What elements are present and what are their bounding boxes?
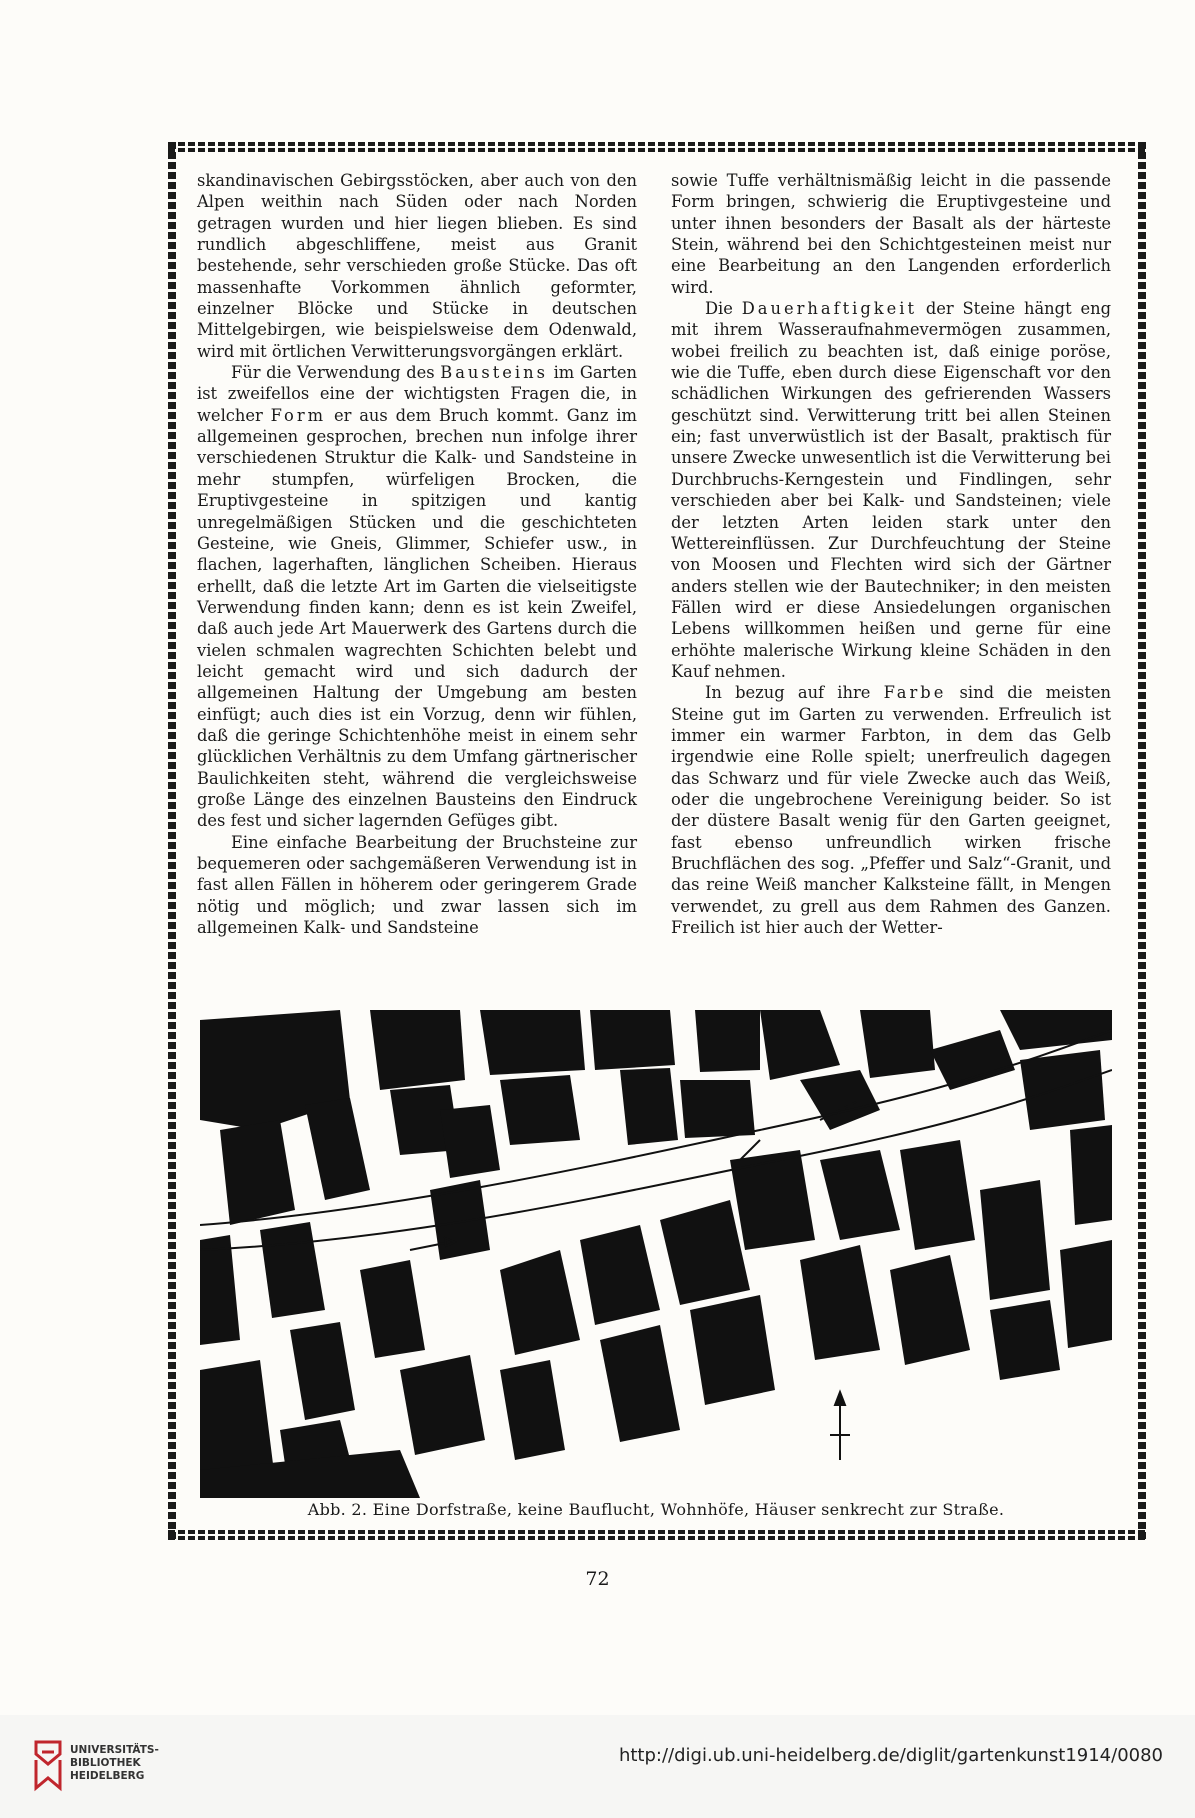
frame-border-bottom [168,1530,1146,1540]
left-text-column [197,170,637,938]
spaced-term-bausteins: Bausteins [440,363,548,383]
left-paragraph-1: skandinavischen Gebirgsstöcken, aber auch von den Alpen weithin nach Süden oder nach Norden getragen wurden und hier liegen blieben. Es sind rundlich abgeschliffene, meist aus Granit bestehende, sehr verschieden große Stücke. Das oft massenhafte Vorkommen ähnlich geformter, einzelner Blöcke und Stücke in deutschen Mittelgebirgen, wie beispielsweise dem Odenwald, wird mit örtlichen Verwitterungsvorgängen erklärt. [197,171,637,361]
left-paragraph-2: Für die Verwendung des Bausteins im Garten ist zweifellos eine der wichtigsten Fragen die, in welcher Form er aus dem Bruch kommt. Ganz im allgemeinen gesprochen, brechen nun infolge ihrer verschiedenen Struktur die Kalk- und Sandsteine in mehr stumpfen, würfeligen Brocken, die Eruptivgesteine in spitzigen und kantig unregelmäßigen Stücken und die geschichteten Gesteine, wie Gneis, Glimmer, Schiefer usw., in flachen, lagerhaften, länglichen Scheiben. Hieraus erhellt, daß die letzte Art im Garten die vielseitigste Verwendung finden kann; denn es ist kein Zweifel, daß auch jede Art Mauerwerk des Gartens durch die vielen schmalen wagrechten Schichten belebt und leicht gemacht wird und sich dadurch der allgemeinen Haltung der Umgebung am besten einfügt; auch dies ist ein Vorzug, denn wir fühlen, daß die geringe Schichtenhöhe meist in einem sehr glücklichen Verhältnis zu dem Umfang gärtnerischer Baulichkeiten steht, während die vergleichsweise große Länge des einzelnen Bausteins den Eindruck des fest und sicher lagernden Gefüges gibt. [197,363,638,831]
left-paragraph-3: Eine einfache Bearbeitung der Bruchsteine zur bequemeren oder sachgemäßeren Verwendung ist in fast allen Fällen in höherem oder geringerem Grade nötig und möglich; und zwar lassen sich im allgemeinen Kalk- und Sandsteine [197,832,637,938]
source-url-link[interactable]: http://digi.ub.uni-heidelberg.de/diglit/gartenkunst1914/0080 [618,1745,1163,1766]
site-plan-drawing [200,1010,1112,1498]
village-street-plan-figure [200,1010,1112,1498]
figure-caption: Abb. 2. Eine Dorfstraße, keine Bauflucht, Wohnhöfe, Häuser senkrecht zur Straße. [307,1500,1005,1519]
library-name [70,1744,159,1783]
right-paragraph-3: In bezug auf ihre Farbe sind die meisten Steine gut im Garten zu verwenden. Erfreulich ist immer ein warmer Farbton, in dem das Gelb irgendwie eine Rolle spielt; unerfreulich dagegen das Schwarz und für viele Zwecke auch das Weiß, oder die ungebrochene Vereinigung beider. So ist der düstere Basalt wenig für den Garten geeignet, fast ebenso unfreundlich wirken frische Bruchflächen des sog. „Pfeffer und Salz“-Granit, und das reine Weiß mancher Kalksteine fällt, in Mengen verwendet, zu grell aus dem Rahmen des Ganzen. Freilich ist hier auch der Wetter- [671,683,1112,938]
frame-border-right [1138,142,1146,1540]
spaced-term-farbe: Farbe [883,683,947,703]
spaced-term-dauerhaftigkeit: Dauerhaftigkeit [741,299,918,319]
right-paragraph-2: Die Dauerhaftigkeit der Steine hängt eng mit ihrem Wasseraufnahmevermögen zusammen, wobei freilich zu beachten ist, daß einige poröse, wie die Tuffe, eben durch diese Eigenschaft vor den schädlichen Wirkungen des gefrierenden Wassers geschützt sind. Verwitterung tritt bei allen Steinen ein; fast unverwüstlich ist der Basalt, praktisch für unsere Zwecke unwesentlich ist die Verwitterung bei Durchbruchs-Kerngestein und Findlingen, sehr verschieden aber bei Kalk- und Sandsteinen; viele der letzten Arten leiden stark unter den Wettereinflüssen. Zur Durchfeuchtung der Steine von Moosen und Flechten wird sich der Gärtner anders stellen wie der Bautechniker; in den meisten Fällen wird er diese Ansiedelungen organischen Lebens willkommen heißen und gerne für eine erhöhte malerische Wirkung kleine Schäden in den Kauf nehmen. [671,299,1111,681]
library-name-line-1: UNIVERSITÄTS- [70,1744,159,1756]
library-name-line-3: HEIDELBERG [70,1770,145,1782]
footer-bar [0,1715,1195,1818]
library-logo-icon [28,1738,68,1794]
right-paragraph-1: sowie Tuffe verhältnismäßig leicht in die passende Form bringen, schwierig die Eruptivgesteine und unter ihnen besonders der Basalt als der härteste Stein, während bei den Schichtgesteinen meist nur eine Bearbeitung an den Langenden erforderlich wird. [671,171,1111,297]
right-text-column [671,170,1111,938]
spaced-term-form: Form [270,405,327,425]
frame-border-top [168,142,1146,152]
page-number: 72 [585,1568,610,1590]
frame-border-left [168,142,176,1540]
library-name-line-2: BIBLIOTHEK [70,1757,141,1769]
